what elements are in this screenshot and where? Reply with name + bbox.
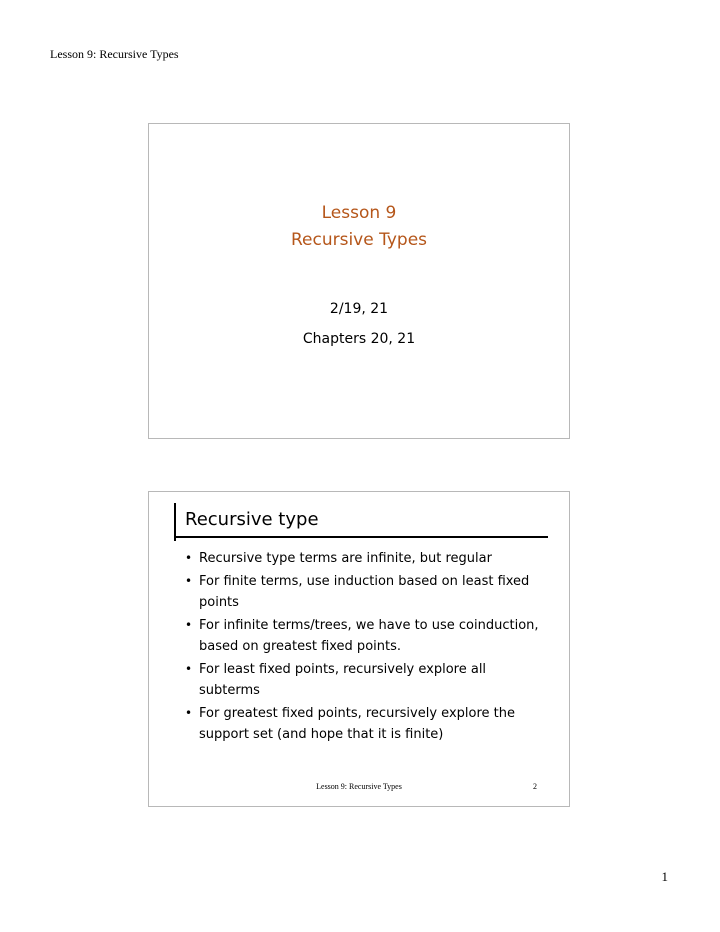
page-header: Lesson 9: Recursive Types — [50, 47, 179, 61]
slide-1-title-line-1: Lesson 9 — [321, 203, 397, 223]
slide-1-subtitle — [149, 294, 569, 354]
slide-2 — [148, 491, 570, 807]
slide-1-title — [149, 200, 569, 254]
slide-2-footer: Lesson 9: Recursive Types — [316, 782, 402, 791]
list-item — [185, 571, 545, 613]
page-number: 1 — [661, 869, 668, 884]
slide-1 — [148, 123, 570, 439]
slide-2-title: Recursive type — [185, 509, 319, 530]
list-item — [185, 615, 545, 657]
bullet-text: For finite terms, use induction based on least fixed points — [199, 574, 530, 610]
slide-1-chapters: Chapters 20, 21 — [302, 331, 416, 347]
bullet-dot: • — [185, 551, 193, 565]
bullet-dot: • — [185, 706, 193, 720]
bullet-text: For least fixed points, recursively explore all subterms — [199, 662, 487, 698]
bullet-text: For greatest fixed points, recursively explore the support set (and hope that it is finite) — [199, 706, 515, 742]
bullet-list — [185, 548, 545, 747]
title-horizontal-rule — [174, 536, 548, 538]
bullet-dot: • — [185, 618, 193, 632]
bullet-text: Recursive type terms are infinite, but regular — [199, 551, 492, 566]
slide-2-number: 2 — [533, 782, 537, 791]
slide-1-date: 2/19, 21 — [329, 301, 389, 317]
list-item — [185, 659, 545, 701]
list-item — [185, 703, 545, 745]
slide-1-title-line-2: Recursive Types — [290, 230, 428, 250]
list-item — [185, 548, 545, 569]
bullet-dot: • — [185, 662, 193, 676]
bullet-dot: • — [185, 574, 193, 588]
bullet-text: For infinite terms/trees, we have to use coinduction, based on greatest fixed points. — [199, 618, 539, 654]
